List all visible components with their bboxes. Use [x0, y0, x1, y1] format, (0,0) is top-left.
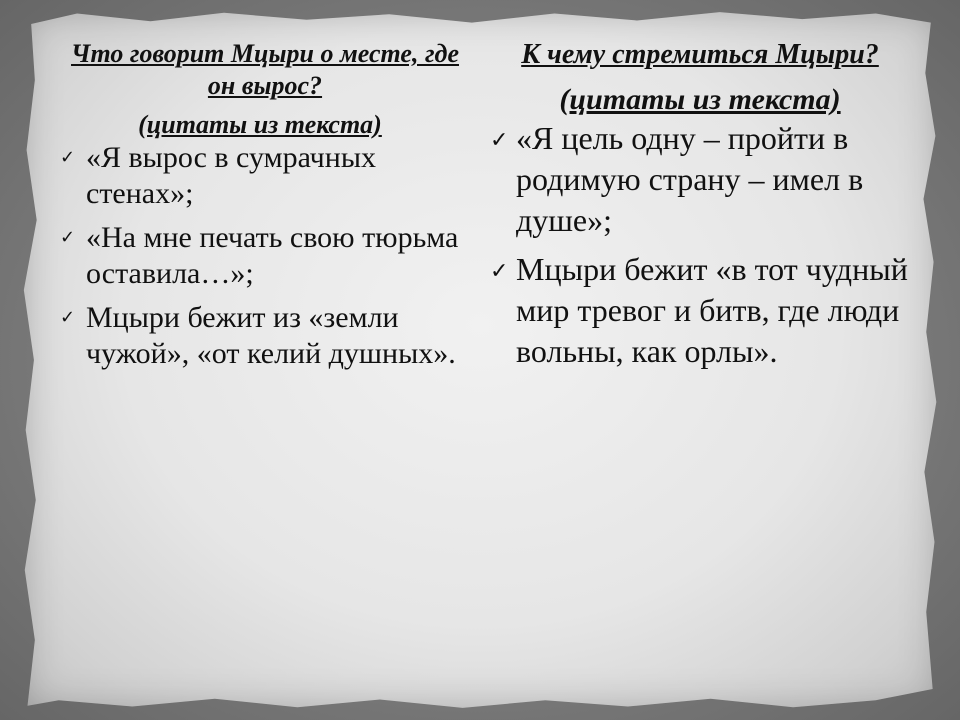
quote-text: Мцыри бежит «в тот чудный мир тревог и битв, где люди вольны, как орлы». — [516, 251, 908, 369]
right-quote-list — [490, 118, 910, 372]
quote-text: Мцыри бежит из «земли чужой», «от келий душных». — [86, 301, 456, 370]
check-mark-icon: ✓ — [60, 307, 76, 328]
quote-text: «Я вырос в сумрачных стенах»; — [86, 141, 376, 210]
check-mark-icon: ✓ — [490, 128, 509, 153]
list-item — [60, 140, 460, 212]
left-column — [60, 38, 460, 380]
quote-text: «Я цель одну – пройти в родимую страну – имел в душе»; — [516, 120, 864, 238]
right-heading: К чему стремиться Мцыри? — [521, 39, 879, 70]
list-item — [490, 249, 910, 372]
left-subheading: (цитаты из текста) — [138, 110, 382, 139]
check-mark-icon: ✓ — [60, 147, 76, 168]
right-subheading: (цитаты из текста) — [559, 83, 841, 116]
check-mark-icon: ✓ — [60, 227, 76, 248]
list-item — [60, 300, 460, 372]
right-column — [490, 38, 910, 380]
left-quote-list — [60, 140, 460, 372]
list-item — [60, 220, 460, 292]
list-item — [490, 118, 910, 241]
quote-text: «На мне печать свою тюрьма оставила…»; — [86, 221, 459, 290]
left-heading: Что говорит Мцыри о месте, где он вырос? — [71, 39, 459, 100]
check-mark-icon: ✓ — [490, 259, 509, 284]
